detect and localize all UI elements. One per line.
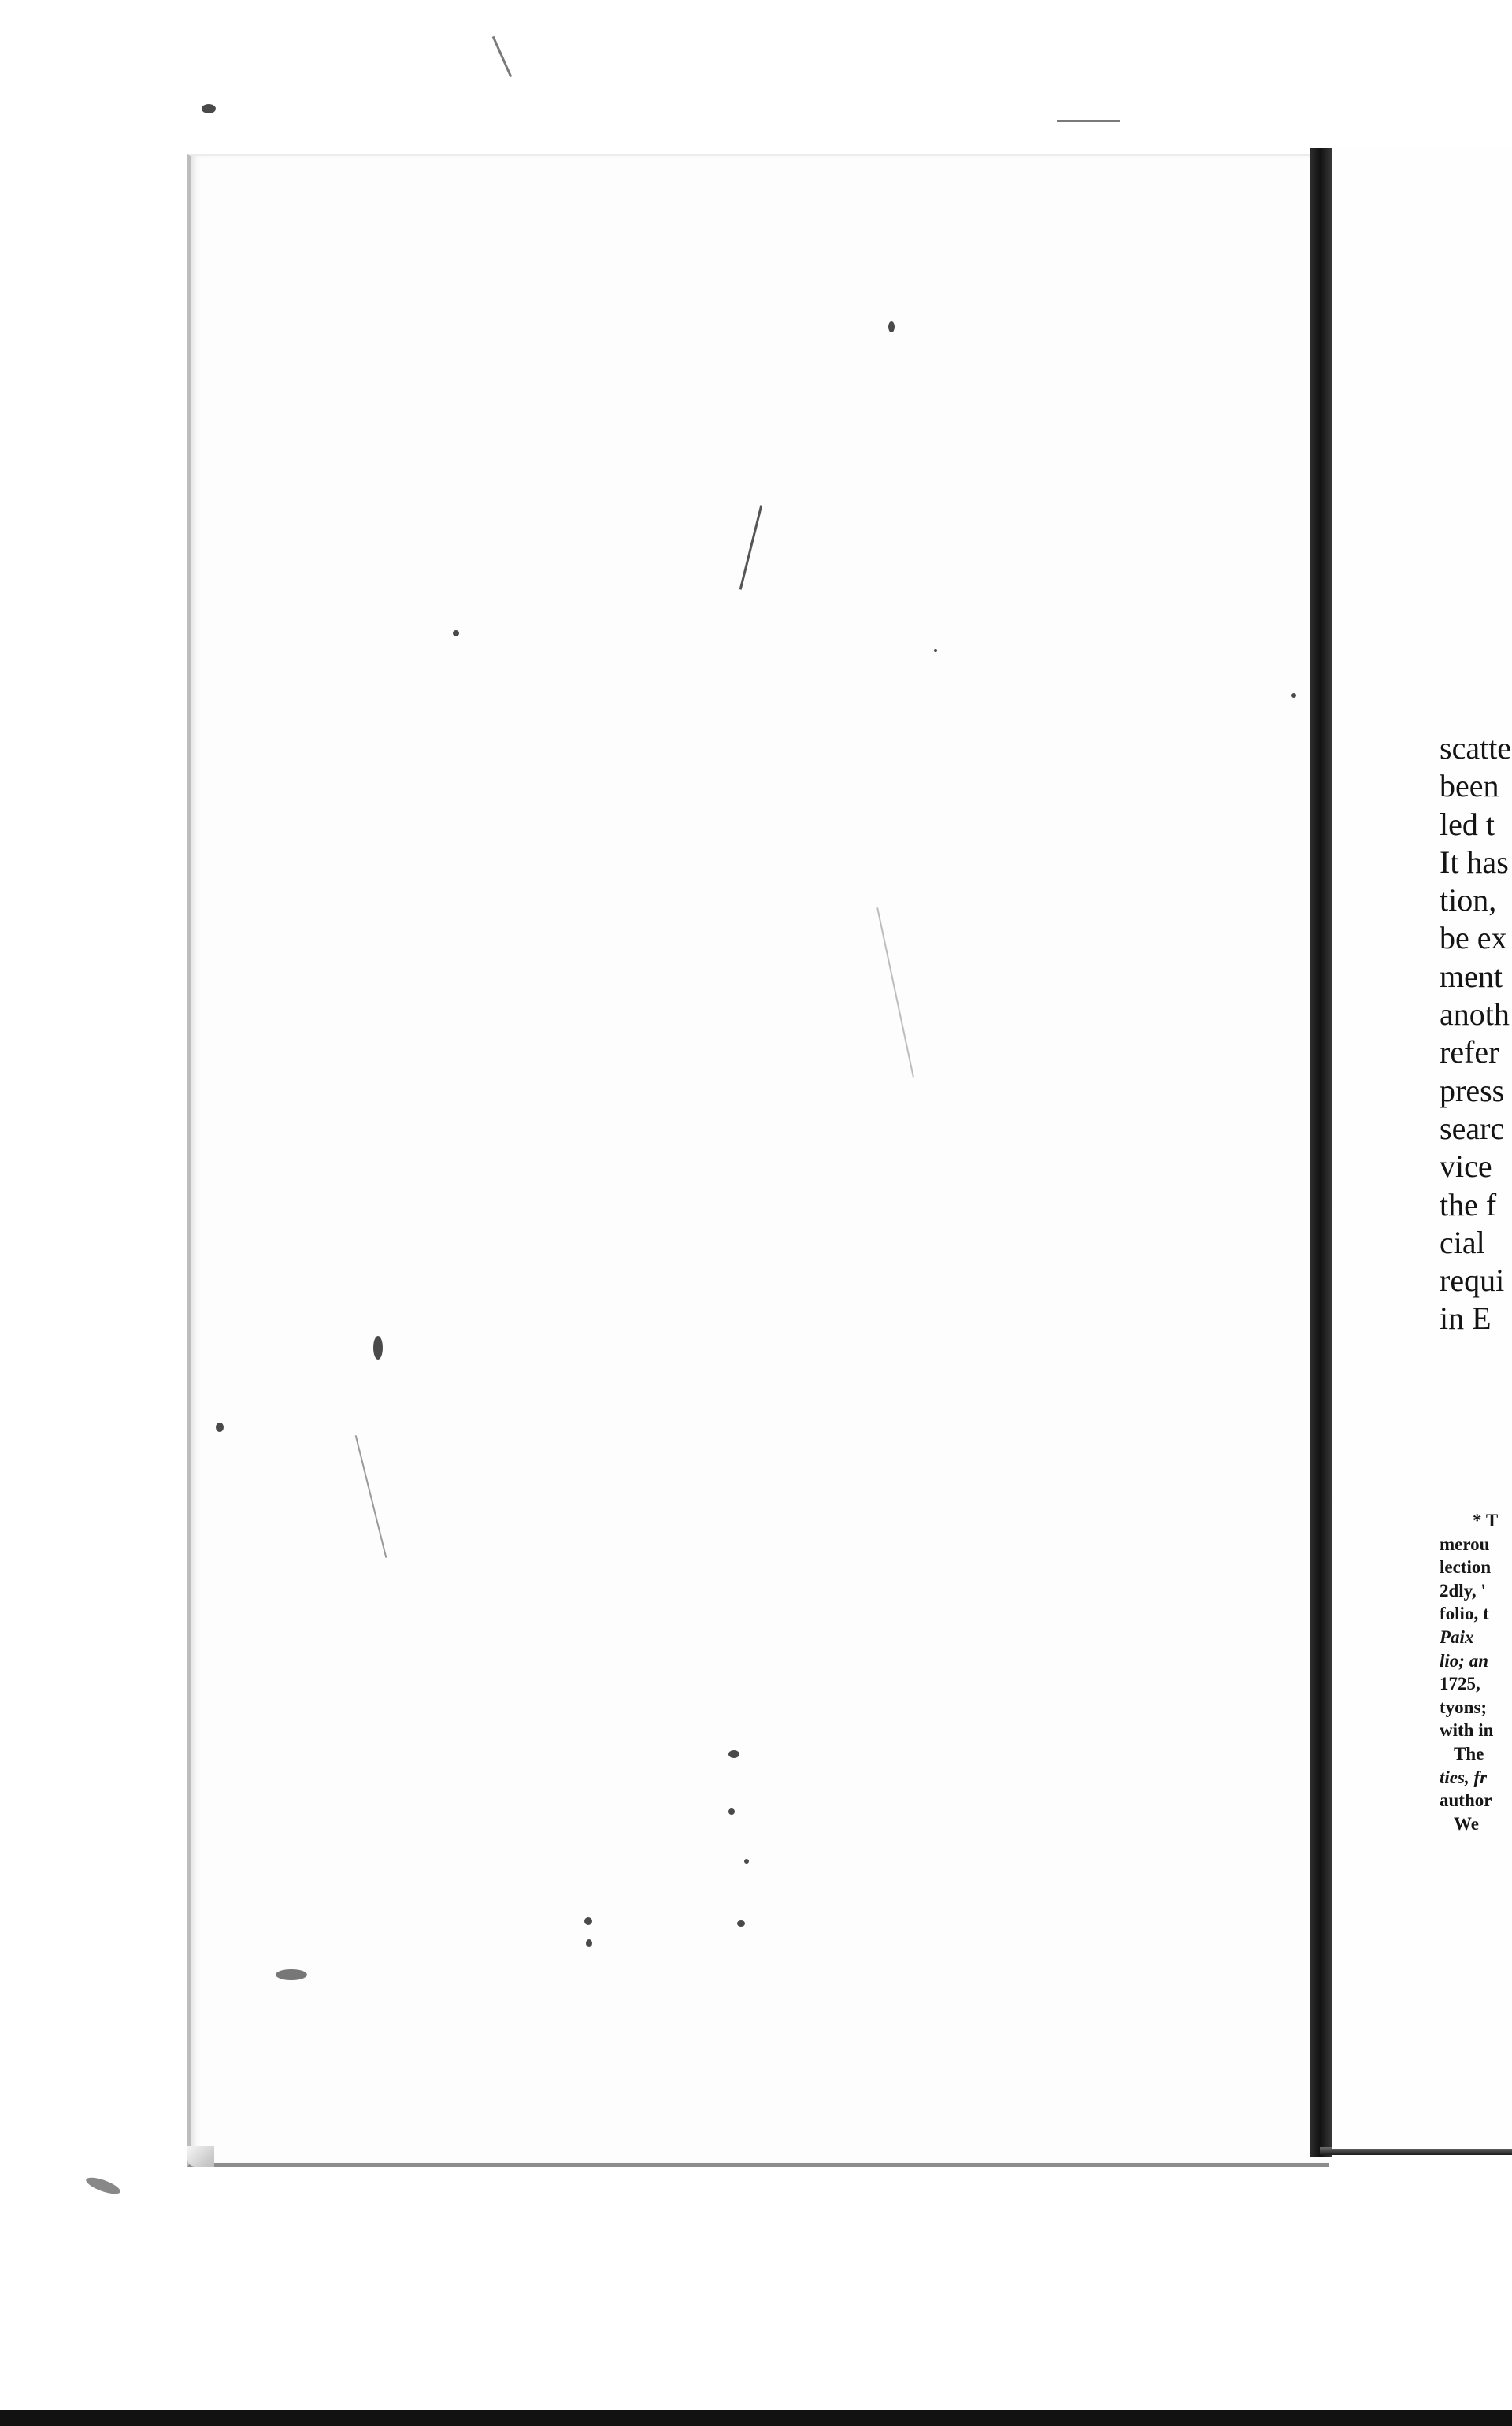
footnote-line: tyons; [1440,1697,1488,1717]
body-line: searc [1440,1110,1505,1146]
footnote-italic: ties, fr [1440,1767,1488,1787]
scan-hair [1057,120,1120,122]
scan-speck [728,1808,735,1815]
scan-speck [1292,693,1296,698]
body-line: be ex [1440,920,1507,956]
footnote-line [1440,1626,1512,1649]
footnote-line: author [1440,1790,1492,1811]
body-line: the f [1440,1186,1497,1222]
body-line: vice [1440,1148,1492,1185]
scan-speck [586,1939,592,1947]
scan-speck [888,321,895,332]
body-line: requi [1440,1263,1505,1299]
footnote-line [1440,1766,1512,1790]
left-page-corner [187,2146,214,2167]
left-page-blank [187,154,1329,2167]
page-gutter [1310,148,1332,2157]
scan-speck [453,630,459,636]
scan-speck [276,1969,307,1980]
footnote-line: We [1454,1813,1479,1834]
scan-speck [728,1750,739,1758]
body-line: ment [1440,958,1503,994]
scan-speck [373,1336,383,1360]
body-line: cial [1440,1224,1485,1260]
scan-speck [202,104,216,113]
footnote-line: 2dly, ' [1440,1580,1486,1601]
scan-speck [216,1423,224,1432]
footnote-line [1440,1649,1512,1673]
scan-speck [744,1859,749,1864]
footnote-line: merou [1440,1534,1490,1554]
body-line: It has [1440,844,1509,880]
body-line: anoth [1440,996,1510,1033]
footnote-italic: Paix [1440,1627,1474,1647]
footnote-line: with in [1440,1720,1494,1741]
body-line: refer [1440,1034,1499,1070]
body-line: press [1440,1072,1505,1108]
right-page-footnotes [1440,1509,1512,1835]
body-line: in E [1440,1300,1492,1337]
body-line: led t [1440,806,1495,842]
scan-speck [584,1917,592,1925]
footnote-line: lection [1440,1557,1492,1578]
footnote-line: folio, t [1440,1604,1489,1624]
footnote-line: 1725, [1440,1674,1480,1694]
footnote-line: * T [1473,1511,1499,1530]
body-line: been [1440,768,1499,804]
scan-bottom-edge [0,2410,1512,2426]
scan-speck [934,649,937,652]
right-page-body-text [1440,729,1512,1338]
footnote-italic: lio; an [1440,1650,1488,1671]
body-line: tion, [1440,882,1497,918]
footnote-line: The [1454,1743,1484,1764]
body-line: scatte [1440,730,1512,766]
right-page [1332,148,1512,2149]
scan-speck [737,1920,745,1927]
